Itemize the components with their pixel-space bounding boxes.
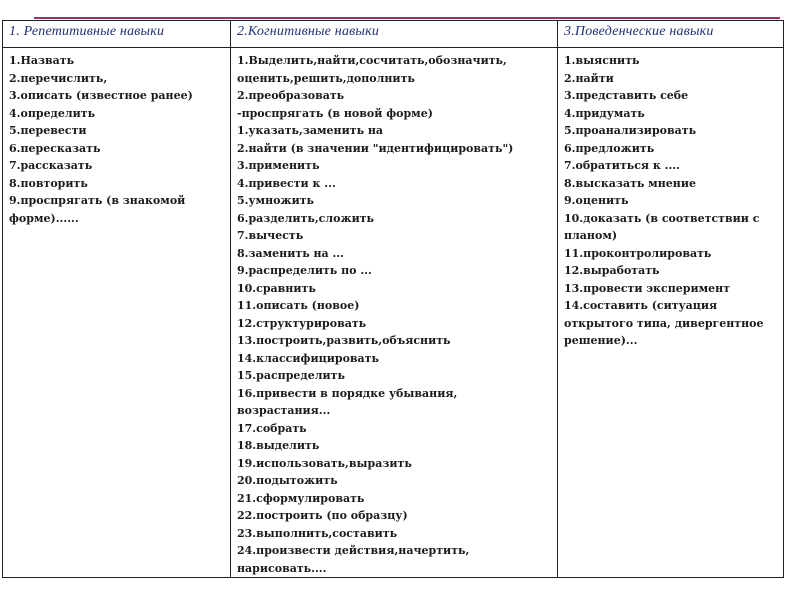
- behavioral-skill-item: 9.оценить: [564, 194, 629, 207]
- behavioral-skill-item: 7.обратиться к ....: [564, 159, 680, 172]
- cognitive-skill-item: 4.привести к ...: [237, 176, 336, 190]
- behavioral-skill-item: 5.проанализировать: [564, 124, 697, 137]
- cognitive-skill-item: 20.подытожить: [237, 474, 338, 487]
- behavioral-skill-item: 13.провести эксперимент: [564, 281, 731, 295]
- behavioral-skill-item: 3.представить себе: [564, 89, 689, 102]
- cognitive-skill-item: 8.заменить на ...: [237, 246, 345, 260]
- cognitive-skill-item: 21.сформулировать: [237, 491, 365, 505]
- cognitive-skill-item: 2.найти (в значении "идентифицировать"): [237, 141, 514, 155]
- behavioral-skill-item: 10.доказать (в соответствии с планом): [564, 211, 764, 242]
- repetitive-skills-cell: [3, 48, 231, 578]
- cognitive-skills-cell: [231, 48, 558, 578]
- cognitive-skill-item: 14.классифицировать: [237, 351, 379, 365]
- skills-table: [2, 20, 784, 578]
- cognitive-skill-item: 7.вычесть: [237, 229, 304, 242]
- top-decorative-rule: [34, 17, 780, 19]
- behavioral-skill-item: 2.найти: [564, 71, 614, 85]
- header-repetitive-skills: 1. Репетитивные навыки: [3, 21, 231, 48]
- repetitive-skill-item: 8.повторить: [9, 176, 88, 190]
- behavioral-skill-item: 11.проконтролировать: [564, 246, 712, 260]
- repetitive-skill-item: 6.пересказать: [9, 141, 101, 155]
- behavioral-skill-item: 8.высказать мнение: [564, 176, 696, 190]
- cognitive-skill-item: 5.умножить: [237, 194, 315, 207]
- behavioral-skill-item: 6.предложить: [564, 141, 655, 155]
- behavioral-skill-item: 12.выработать: [564, 264, 660, 277]
- cognitive-skill-item: 2.преобразовать: [237, 89, 345, 102]
- repetitive-skill-item: 5.перевести: [9, 124, 87, 137]
- repetitive-skill-item: 1.Назвать: [9, 54, 75, 67]
- cognitive-skill-item: 1.указать,заменить на: [237, 124, 384, 137]
- header-cognitive-skills: 2.Когнитивные навыки: [231, 21, 558, 48]
- repetitive-skill-item: 3.описать (известное ранее): [9, 89, 193, 102]
- cognitive-skill-item: 22.построить (по образцу): [237, 509, 408, 522]
- cognitive-skill-item: 9.распределить по ...: [237, 264, 372, 277]
- cognitive-skill-item: 18.выделить: [237, 439, 320, 452]
- cognitive-skill-item: 1.Выделить,найти,сосчитать,обозначить, оценить,решить,дополнить: [237, 54, 511, 85]
- repetitive-skill-item: 4.определить: [9, 106, 96, 120]
- cognitive-skill-item: 11.описать (новое): [237, 299, 360, 312]
- repetitive-skill-item: 7.рассказать: [9, 159, 93, 172]
- cognitive-skill-item: 13.построить,развить,объяснить: [237, 334, 451, 347]
- cognitive-skill-item: 15.распределить: [237, 369, 345, 382]
- cognitive-skill-item: 19.использовать,выразить: [237, 456, 412, 470]
- cognitive-skill-item: 12.структурировать: [237, 316, 367, 330]
- behavioral-skill-item: 1.выяснить: [564, 54, 640, 67]
- cognitive-skill-item: 10.сравнить: [237, 281, 316, 295]
- cognitive-skill-item: 23.выполнить,составить: [237, 526, 398, 540]
- behavioral-skills-cell: [558, 48, 784, 578]
- behavioral-skill-item: 4.придумать: [564, 106, 645, 120]
- cognitive-skill-item: -проспрягать (в новой форме): [237, 106, 433, 120]
- header-behavioral-skills: 3.Поведенческие навыки: [558, 21, 784, 48]
- cognitive-skill-item: 6.разделить,сложить: [237, 211, 375, 225]
- header-row: [3, 21, 784, 48]
- repetitive-skill-item: 2.перечислить,: [9, 71, 108, 85]
- cognitive-skill-item: 24.произвести действия,начертить, нарисовать....: [237, 544, 474, 575]
- cognitive-skill-item: 16.привести в порядке убывания, возрастания...: [237, 386, 462, 417]
- cognitive-skill-item: 17.собрать: [237, 421, 307, 435]
- content-row: [3, 48, 784, 578]
- cognitive-skill-item: 3.применить: [237, 159, 320, 172]
- repetitive-skill-item: 9.проспрягать (в знакомой форме)......: [9, 194, 190, 225]
- behavioral-skill-item: 14.составить (ситуация открытого типа, дивергентное решение)...: [564, 299, 768, 347]
